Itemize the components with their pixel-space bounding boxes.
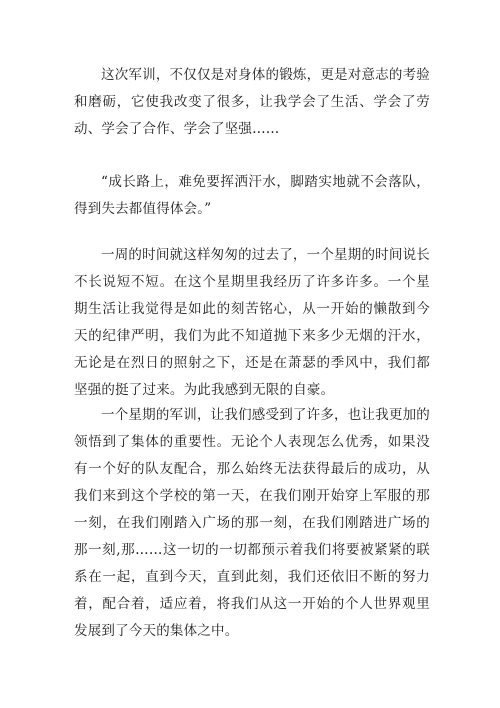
paragraph-one-week: 一周的时间就这样匆匆的过去了，一个星期的时间说长不长说短不短。在这个星期里我经历了许多许多。一个星期生活让我觉得是如此的刻苦铭心，从一开始的懒散到今天的纪律严明，我们为此不知道抛下来多少无烟的汗水，无论是在烈日的照射之下，还是在萧瑟的季风中，我们都坚强的挺了过来。为此我感到无限的自豪。: [74, 247, 430, 398]
paragraph-teamwork: 一个星期的军训，让我们感受到了许多，也让我更加的领悟到了集体的重要性。无论个人表现怎么优秀，如果没有一个好的队友配合，那么始终无法获得最后的成功，从我们来到这个学校的第一天，在我们刚开始穿上军服的那一刻，在我们刚踏入广场的那一刻，在我们刚踏进广场的那一刻,那……这一切的一切都预示着我们将要被紧紧的联系在一起，直到今天，直到此刻，我们还依旧不断的努力着，配合着，适应着，将我们从这一开始的个人世界观里发展到了今天的集体之中。: [74, 407, 430, 639]
paragraph-training-reflection: 这次军训，不仅仅是对身体的锻炼，更是对意志的考验和磨砺，它使我改变了很多，让我学会了生活、学会了劳动、学会了合作、学会了坚强……: [74, 67, 430, 137]
paragraph-quote: “成长路上，难免要挥洒汗水，脚踏实地就不会落队，得到失去都值得体会。”: [74, 174, 430, 217]
